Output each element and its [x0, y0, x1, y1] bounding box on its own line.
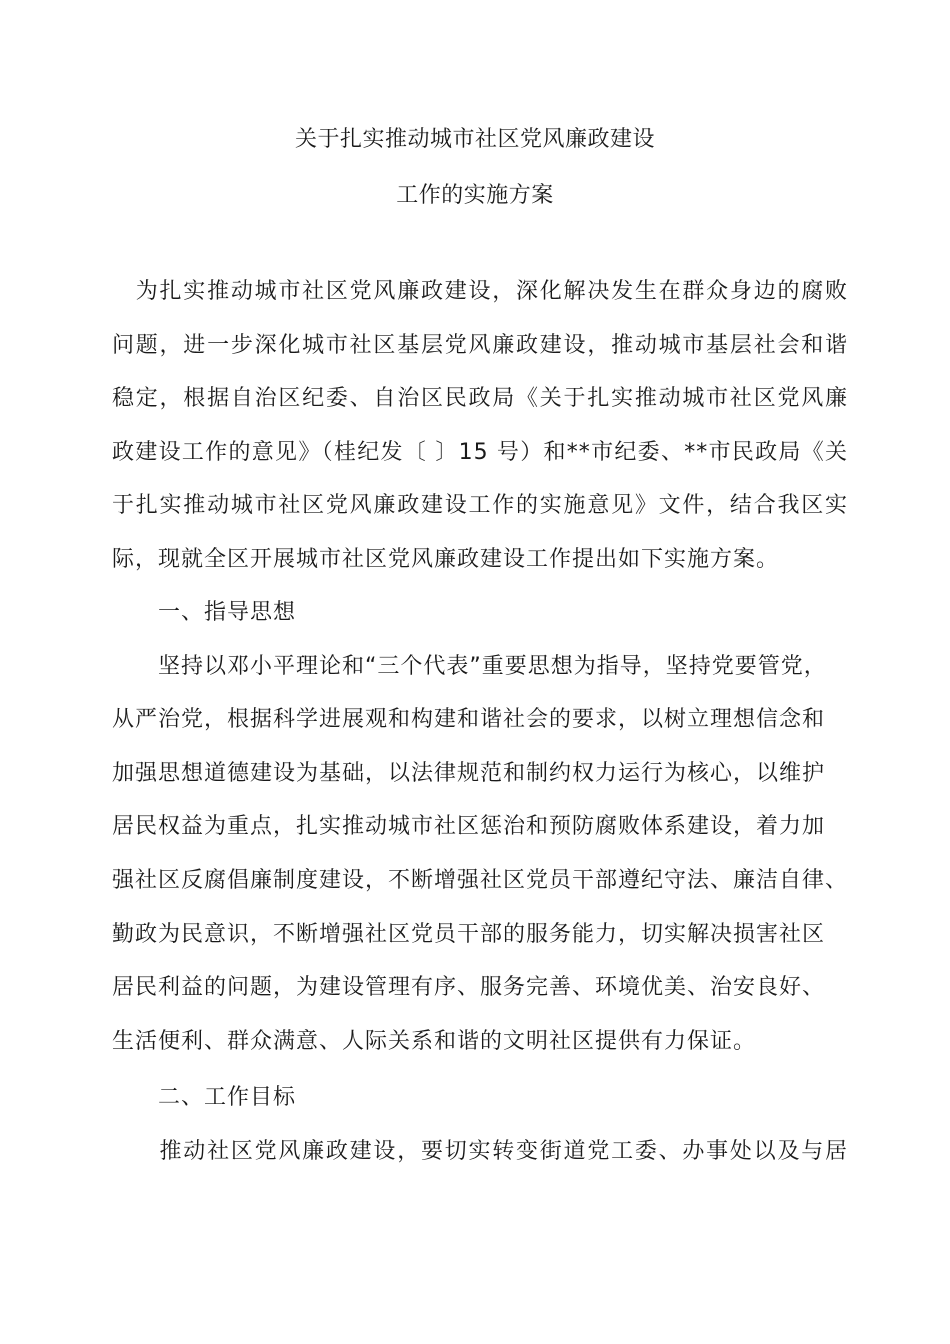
- body-line: 于扎实推动城市社区党风廉政建设工作的实施意见》文件，结合我区实: [112, 493, 848, 518]
- body-line: 勤政为民意识，不断增强社区党员干部的服务能力，切实解决损害社区: [112, 922, 826, 947]
- section-heading: 一、指导思想: [112, 600, 297, 625]
- body-line: 居民利益的问题，为建设管理有序、服务完善、环境优美、治安良好、: [112, 975, 826, 1000]
- body-line: 政建设工作的意见》（桂纪发〔 〕15 号）和**市纪委、**市民政局《关: [112, 440, 848, 465]
- document-title-line-2: 工作的实施方案: [396, 183, 554, 208]
- body-line: 居民权益为重点，扎实推动城市社区惩治和预防腐败体系建设，着力加: [112, 814, 826, 839]
- body-line: 坚持以邓小平理论和“三个代表”重要思想为指导，坚持党要管党，: [112, 654, 827, 679]
- body-line: 际，现就全区开展城市社区党风廉政建设工作提出如下实施方案。: [112, 547, 780, 572]
- body-line: 加强思想道德建设为基础，以法律规范和制约权力运行为核心，以维护: [112, 761, 826, 786]
- body-line: 为扎实推动城市社区党风廉政建设，深化解决发生在群众身边的腐败: [112, 279, 848, 304]
- body-line: 强社区反腐倡廉制度建设，不断增强社区党员干部遵纪守法、廉洁自律、: [112, 868, 849, 893]
- body-line: 生活便利、群众满意、人际关系和谐的文明社区提供有力保证。: [112, 1029, 757, 1054]
- body-line: 稳定，根据自治区纪委、自治区民政局《关于扎实推动城市社区党风廉: [112, 386, 848, 411]
- section-heading: 二、工作目标: [112, 1085, 297, 1110]
- body-line: 推动社区党风廉政建设，要切实转变街道党工委、办事处以及与居: [112, 1139, 848, 1164]
- body-line: 从严治党，根据科学进展观和构建和谐社会的要求，以树立理想信念和: [112, 707, 826, 732]
- document-title-line-1: 关于扎实推动城市社区党风廉政建设: [294, 127, 655, 152]
- body-line: 问题，进一步深化城市社区基层党风廉政建设，推动城市基层社会和谐: [112, 333, 848, 358]
